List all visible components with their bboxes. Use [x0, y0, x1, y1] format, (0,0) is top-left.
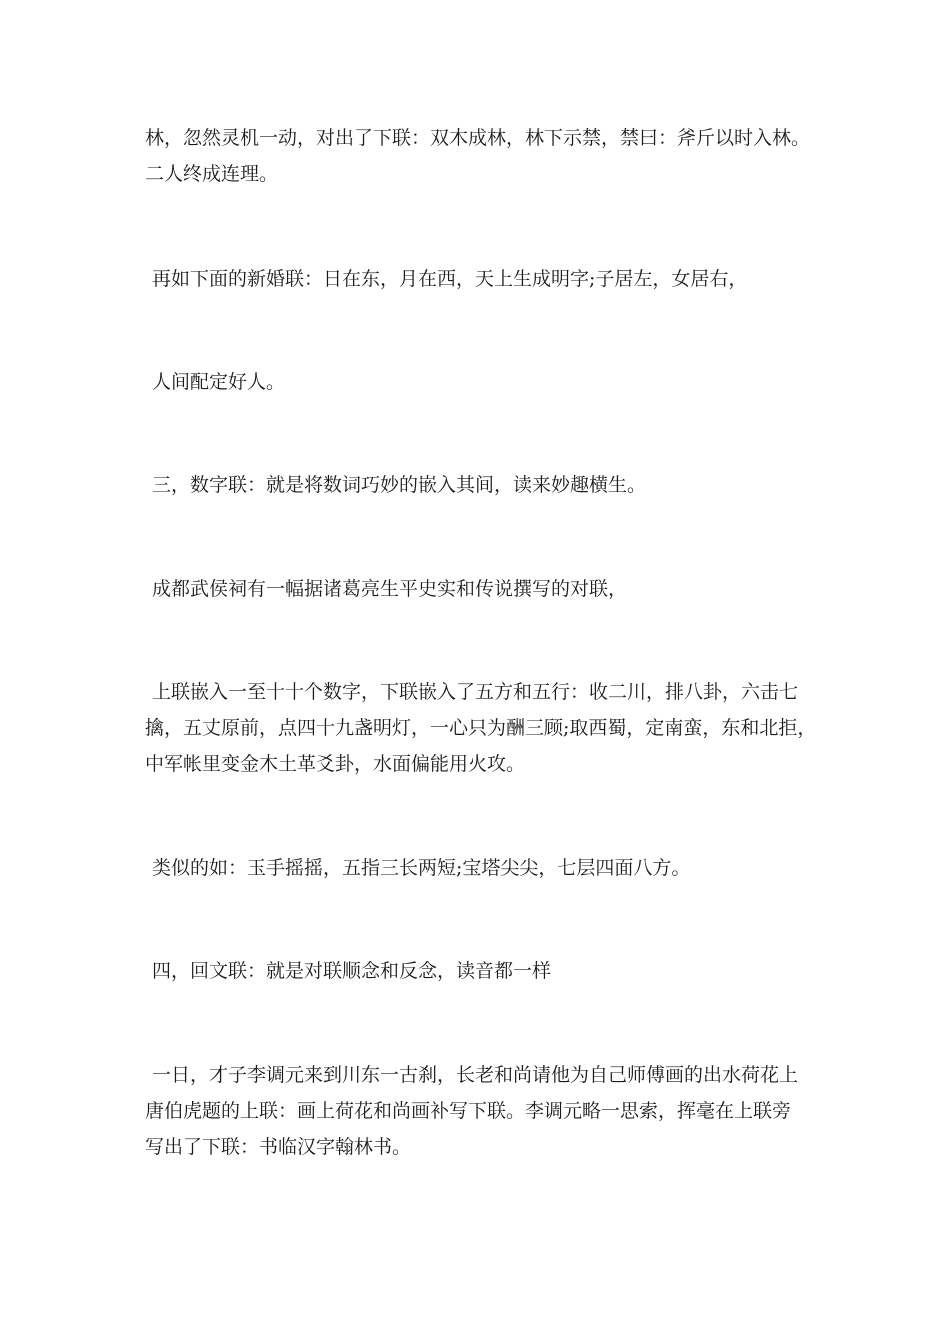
- paragraph-9-line-3: 写出了下联：书临汉字翰林书。: [145, 1136, 412, 1158]
- paragraph-2-line-1: 再如下面的新婚联：日在东，月在西，天上生成明字;子居左，女居右，: [152, 268, 748, 290]
- paragraph-1-line-1: 林，忽然灵机一动，对出了下联：双木成林，林下示禁，禁曰：斧斤以时入林。: [145, 127, 811, 149]
- paragraph-1-line-2: 二人终成连理。: [145, 163, 279, 185]
- paragraph-8-line-1: 四，回文联：就是对联顺念和反念，读音都一样: [152, 960, 552, 982]
- paragraph-6-line-2: 擒，五丈原前，点四十九盏明灯，一心只为酬三顾;取西蜀，定南蛮，东和北拒，: [145, 717, 817, 739]
- paragraph-3-line-1: 人间配定好人。: [152, 371, 286, 393]
- paragraph-5-line-1: 成都武侯祠有一幅据诸葛亮生平史实和传说撰写的对联，: [152, 578, 628, 600]
- paragraph-9-line-2: 唐伯虎题的上联：画上荷花和尚画补写下联。李调元略一思索，挥毫在上联旁: [145, 1100, 792, 1122]
- paragraph-6-line-1: 上联嵌入一至十十个数字，下联嵌入了五方和五行：收二川，排八卦，六击七: [152, 681, 799, 703]
- paragraph-7-line-1: 类似的如：玉手摇摇，五指三长两短;宝塔尖尖，七层四面八方。: [152, 857, 691, 879]
- paragraph-6-line-3: 中军帐里变金木土革爻卦，水面偏能用火攻。: [145, 753, 526, 775]
- paragraph-4-line-1: 三，数字联：就是将数词巧妙的嵌入其间，读来妙趣横生。: [152, 474, 647, 496]
- paragraph-9-line-1: 一日，才子李调元来到川东一古刹，长老和尚请他为自己师傅画的出水荷花上: [152, 1064, 799, 1086]
